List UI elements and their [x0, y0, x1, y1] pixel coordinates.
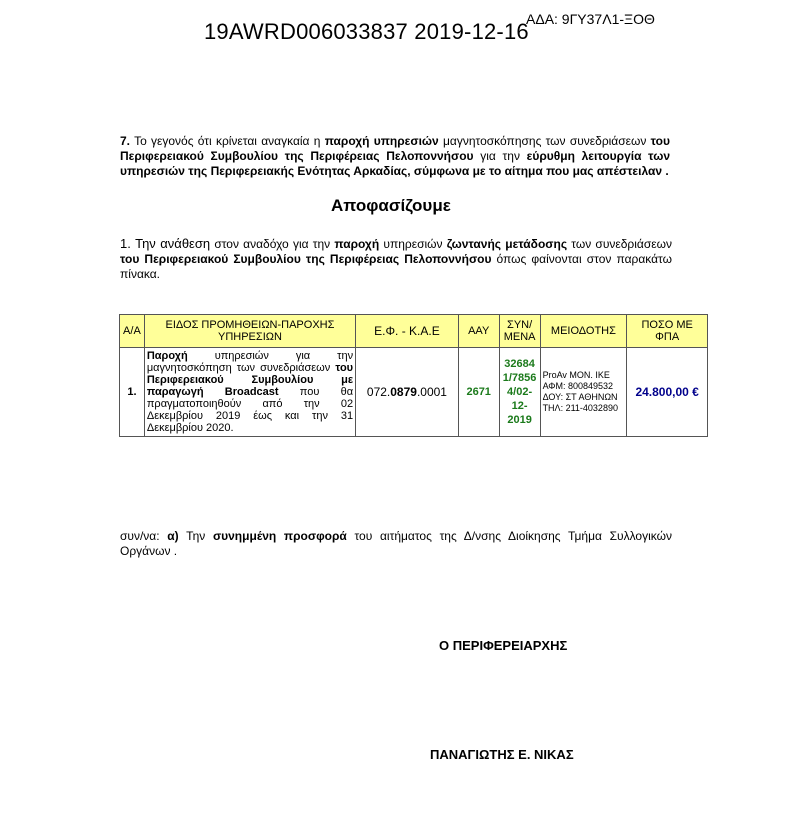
desc-text-2: που θα πραγματοποιηθούν από την 02 Δεκεμβρίου 2019 έως και την 31 Δεκεμβρίου 2020. [146, 386, 354, 434]
cell-syn: 32684 1/7856 4/02-12-2019 [499, 348, 540, 437]
col-header-aa: Α/Α [120, 315, 145, 348]
p1-text-1: 1. Την ανάθεση [120, 236, 211, 251]
paragraph-1 [120, 236, 672, 282]
col-header-aay: ΑΑΥ [458, 315, 499, 348]
cell-aa: 1. [120, 348, 145, 437]
p7-bold-3: εύρυθμη λειτουργία των υπηρεσιών της Περιφερειακής Ενότητας Αρκαδίας, σύμφωνα με το αίτημα που μας απέστειλαν . [120, 149, 671, 178]
p1-bold-2: ζωντανής μετάδοσης [446, 237, 568, 251]
p7-text-3: για την [473, 149, 527, 163]
ada-code: ΑΔΑ: 9ΓΥ37Λ1-ΞΟΘ [526, 11, 655, 27]
table-row [120, 348, 708, 437]
p7-text-2: μαγνητοσκόπησης των συνεδριάσεων [438, 134, 651, 148]
signer-name: ΠΑΝΑΓΙΩΤΗΣ Ε. ΝΙΚΑΣ [430, 747, 574, 762]
cell-description [144, 348, 355, 437]
kae-part-3: .0001 [416, 385, 447, 399]
col-header-syn: ΣΥΝ/ ΜΕΝΑ [499, 315, 540, 348]
vendor-afm: ΑΦΜ: 800849532 [542, 381, 614, 391]
att-bold-2: συνημμένη προσφορά [212, 529, 347, 543]
desc-bold-1: Παροχή [146, 350, 188, 362]
kae-part-2: 0879 [390, 385, 417, 399]
att-bold-1: α) [167, 529, 179, 543]
signer-title: Ο ΠΕΡΙΦΕΡΕΙΑΡΧΗΣ [439, 638, 568, 653]
paragraph-number: 7. [120, 134, 131, 148]
paragraph-7 [120, 134, 670, 179]
cell-price: 24.800,00 € [627, 348, 708, 437]
col-header-description: ΕΙΔΟΣ ΠΡΟΜΗΘΕΙΩΝ-ΠΑΡΟΧΗΣ ΥΠΗΡΕΣΙΩΝ [144, 315, 355, 348]
p1-bold-3: του Περιφερειακού Συμβουλίου της Περιφέρειας Πελοποννήσου [120, 252, 492, 266]
cell-aay: 2671 [458, 348, 499, 437]
decision-heading: Αποφασίζουμε [331, 196, 451, 215]
cell-kae [356, 348, 459, 437]
att-text-1: συν/να: [120, 529, 168, 543]
p7-bold-1: παροχή υπηρεσιών [324, 134, 439, 148]
vendor-name: ProAv ΜΟΝ. ΙΚΕ [542, 370, 610, 380]
kae-part-1: 072. [366, 385, 391, 399]
vendor-phone: ΤΗΛ: 211-4032890 [542, 403, 618, 413]
att-text-2: Την [178, 529, 213, 543]
col-header-vendor: ΜΕΙΟΔΟΤΗΣ [540, 315, 627, 348]
p7-text-1: Το γεγονός ότι κρίνεται αναγκαία η [130, 134, 325, 148]
p7-bold-2: του Περιφερειακού Συμβουλίου της Περιφέρειας Πελοποννήσου [120, 134, 670, 163]
p1-text-3: υπηρεσιών [379, 237, 447, 251]
p1-text-4: των συνεδριάσεων [567, 237, 672, 251]
att-text-3: του αιτήματος της Δ/νσης Διοίκησης Τμήμα Συλλογικών Οργάνων . [120, 529, 672, 558]
desc-text-1: υπηρεσιών για την μαγνητοσκόπηση των συνεδριάσεων [146, 350, 354, 374]
vendor-doy: ΔΟΥ: ΣΤ ΑΘΗΝΩΝ [542, 392, 618, 402]
attachments-paragraph [120, 529, 672, 559]
col-header-price: ΠΟΣΟ ΜΕ ΦΠΑ [627, 315, 708, 348]
p1-text-5: όπως φαίνονται στον παρακάτω πίνακα. [120, 252, 672, 281]
desc-bold-2: του Περιφερειακού Συμβουλίου με παραγωγή Broadcast [146, 362, 354, 398]
p1-bold-1: παροχή [334, 237, 380, 251]
p1-text-2: στον αναδόχο για την [210, 237, 335, 251]
cell-vendor [540, 348, 627, 437]
document-id: 19AWRD006033837 2019-12-16 [204, 19, 529, 44]
table-header-row [120, 315, 708, 348]
items-table [119, 314, 708, 437]
col-header-kae: Ε.Φ. - Κ.Α.Ε [356, 315, 459, 348]
